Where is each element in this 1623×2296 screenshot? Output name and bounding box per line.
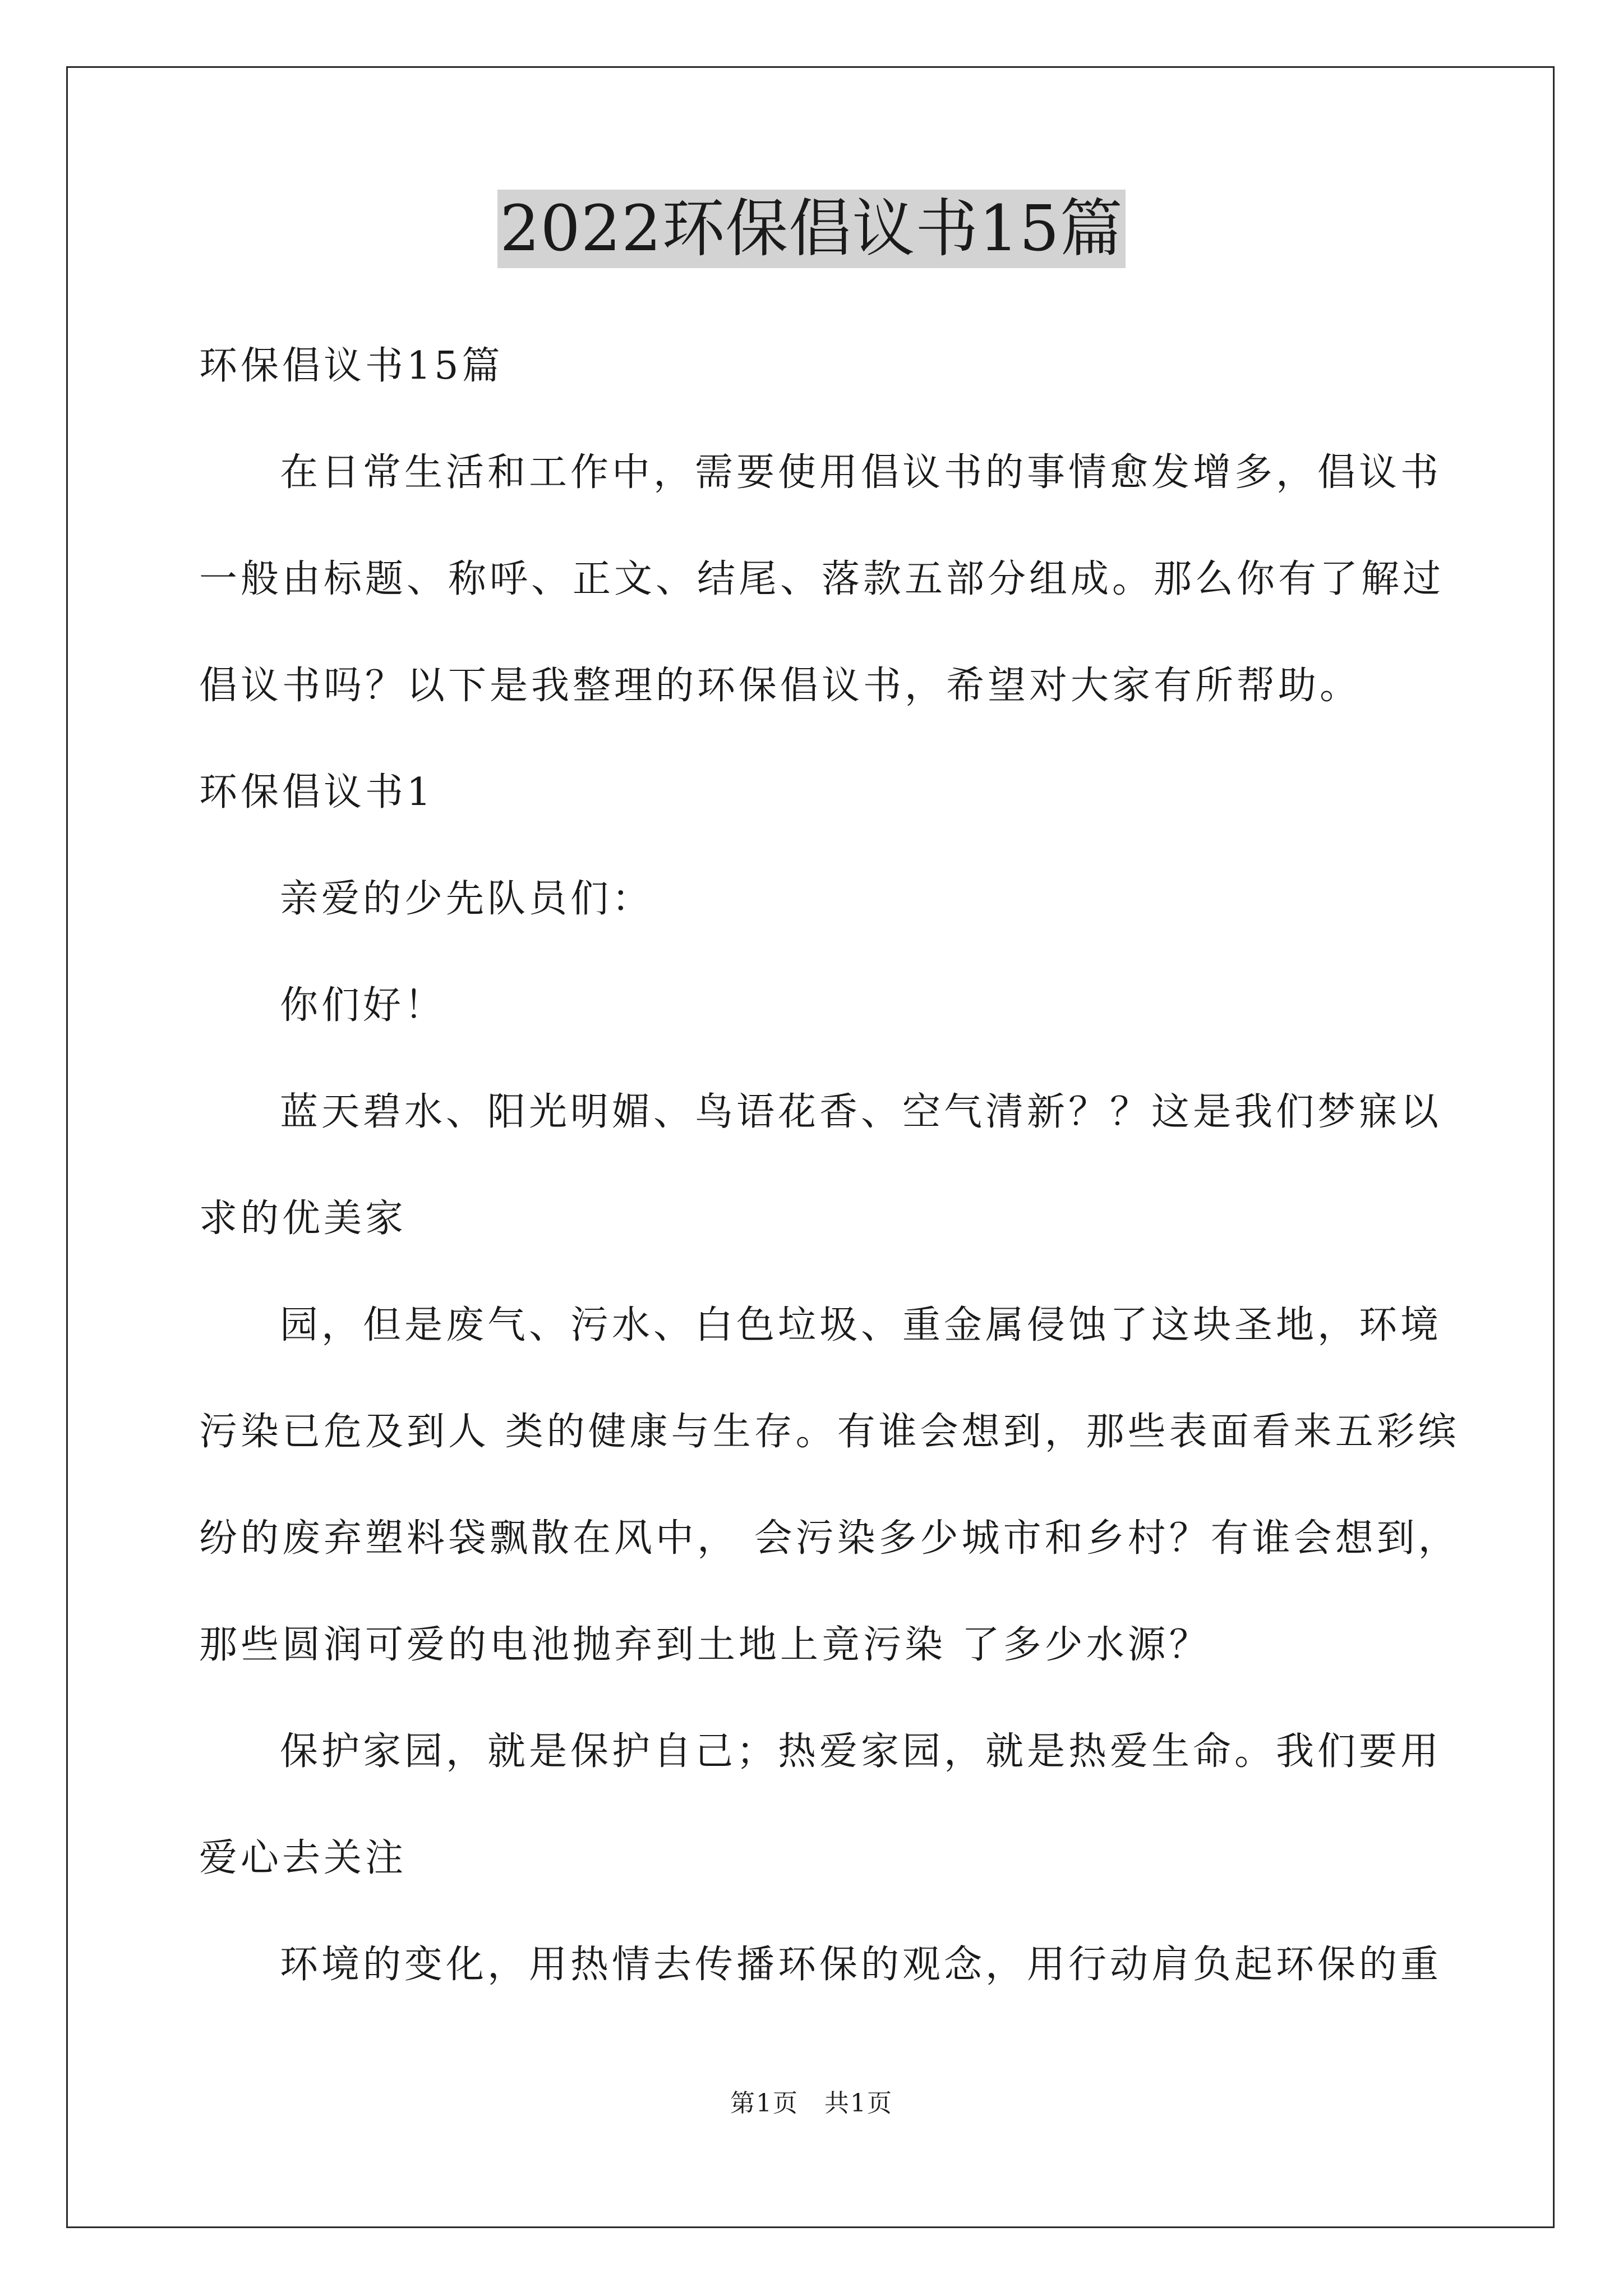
salutation: 亲爱的少先队员们： — [280, 877, 654, 921]
section-heading: 环保倡议书1 — [199, 770, 435, 815]
paragraph-line: 那些圆润可爱的电池抛弃到土地上竟污染 了多少水源？ — [199, 1623, 1211, 1667]
greeting: 你们好！ — [280, 983, 446, 1028]
paragraph-line: 求的优美家 — [199, 1197, 407, 1241]
paragraph-line: 爱心去关注 — [199, 1836, 407, 1880]
document-subtitle: 环保倡议书15篇 — [199, 344, 504, 388]
paragraph-line: 一般由标题、称呼、正文、结尾、落款五部分组成。那么你有了解过 — [199, 557, 1445, 601]
paragraph-line: 园，但是废气、污水、白色垃圾、重金属侵蚀了这块圣地，环境 — [280, 1303, 1442, 1347]
paragraph-line: 纷的废弃塑料袋飘散在风中， 会污染多少城市和乡村？有谁会想到， — [199, 1516, 1460, 1561]
paragraph-line: 在日常生活和工作中，需要使用倡议书的事情愈发增多，倡议书 — [280, 450, 1442, 495]
paragraph-line: 倡议书吗？以下是我整理的环保倡议书，希望对大家有所帮助。 — [199, 664, 1362, 708]
paragraph-line: 保护家园，就是保护自己；热爱家园，就是热爱生命。我们要用 — [280, 1729, 1442, 1774]
paragraph-line: 污染已危及到人 类的健康与生存。有谁会想到，那些表面看来五彩缤 — [199, 1410, 1460, 1454]
document-body — [199, 313, 1460, 2018]
title-container — [0, 190, 1623, 268]
page-number-footer: 第1页 共1页 — [730, 2089, 893, 2118]
paragraph-line: 环境的变化，用热情去传播环保的观念，用行动肩负起环保的重 — [280, 1943, 1442, 1987]
document-title: 2022环保倡议书15篇 — [497, 190, 1126, 268]
paragraph-line: 蓝天碧水、阳光明媚、鸟语花香、空气清新？？这是我们梦寐以 — [280, 1090, 1442, 1134]
